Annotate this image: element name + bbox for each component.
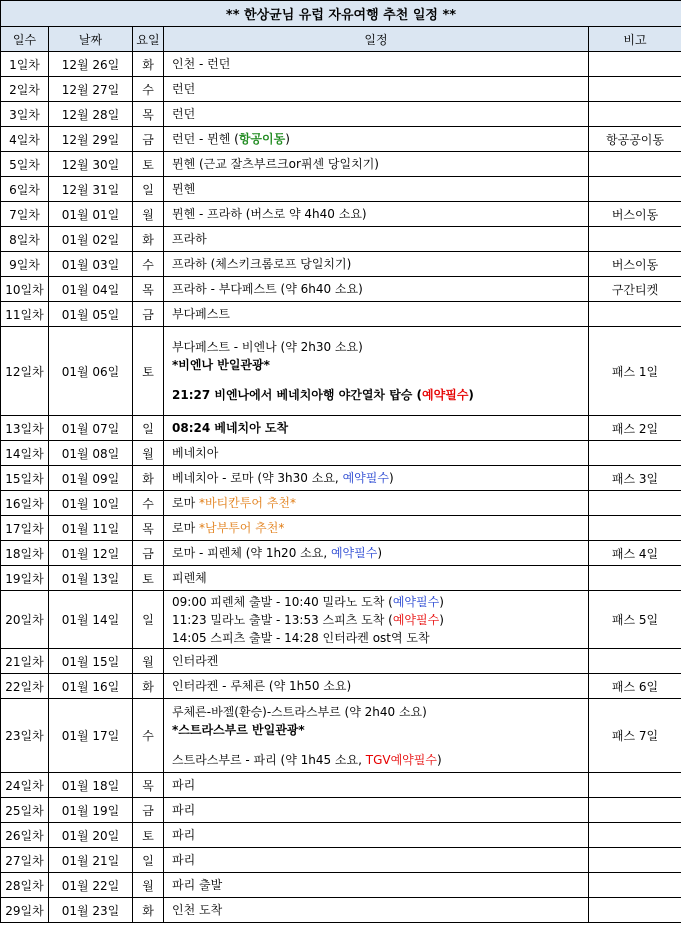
table-row <box>1 773 681 798</box>
day-cell: 8일차 <box>1 227 49 252</box>
date-cell: 12월 27일 <box>49 77 133 102</box>
date-cell: 01월 11일 <box>49 516 133 541</box>
schedule-line <box>172 826 588 844</box>
schedule-cell <box>164 873 589 898</box>
note-cell <box>589 227 681 252</box>
date-cell: 01월 12일 <box>49 541 133 566</box>
table-row <box>1 416 681 441</box>
schedule-line <box>172 55 588 73</box>
schedule-text: 런던 <box>172 107 196 121</box>
note-cell <box>589 102 681 127</box>
note-cell: 패스 2일 <box>589 416 681 441</box>
note-cell <box>589 649 681 674</box>
weekday-cell: 목 <box>133 102 164 127</box>
day-cell: 28일차 <box>1 873 49 898</box>
weekday-cell: 금 <box>133 541 164 566</box>
schedule-line <box>172 544 588 562</box>
schedule-cell <box>164 773 589 798</box>
schedule-line <box>172 569 588 587</box>
table-row <box>1 566 681 591</box>
date-cell: 01월 07일 <box>49 416 133 441</box>
date-cell: 01월 06일 <box>49 327 133 416</box>
table-row <box>1 327 681 416</box>
schedule-cell <box>164 416 589 441</box>
day-cell: 10일차 <box>1 277 49 302</box>
schedule-text: 부다페스트 <box>172 307 230 321</box>
schedule-text: 인천 도착 <box>172 903 223 917</box>
date-cell: 01월 02일 <box>49 227 133 252</box>
table-row <box>1 77 681 102</box>
day-cell: 6일차 <box>1 177 49 202</box>
schedule-line <box>172 611 588 629</box>
weekday-cell: 토 <box>133 566 164 591</box>
day-cell: 18일차 <box>1 541 49 566</box>
schedule-text: 14:05 스피츠 출발 - 14:28 인터라켄 ost역 도착 <box>172 630 430 645</box>
schedule-line <box>172 593 588 611</box>
note-cell: 패스 4일 <box>589 541 681 566</box>
header-note: 비고 <box>589 27 681 52</box>
schedule-text: ) <box>285 132 290 146</box>
day-cell: 21일차 <box>1 649 49 674</box>
schedule-text: 뮌헨 (근교 잘츠부르크or퓌센 당일치기) <box>172 157 379 171</box>
schedule-text: 항공이동 <box>238 132 286 146</box>
note-cell <box>589 873 681 898</box>
table-row <box>1 441 681 466</box>
note-cell <box>589 77 681 102</box>
schedule-text: 프라하 (체스키크롬로프 당일치기) <box>172 257 352 271</box>
date-cell: 12월 30일 <box>49 152 133 177</box>
table-row <box>1 898 681 923</box>
table-row <box>1 252 681 277</box>
table-row <box>1 848 681 873</box>
date-cell: 01월 19일 <box>49 798 133 823</box>
day-cell: 23일차 <box>1 699 49 773</box>
schedule-cell <box>164 491 589 516</box>
note-cell: 패스 1일 <box>589 327 681 416</box>
table-row <box>1 699 681 773</box>
day-cell: 5일차 <box>1 152 49 177</box>
schedule-text: 뮌헨 <box>172 182 196 196</box>
date-cell: 01월 03일 <box>49 252 133 277</box>
weekday-cell: 금 <box>133 127 164 152</box>
weekday-cell: 금 <box>133 798 164 823</box>
schedule-text: 로마 - 피렌체 (약 1h20 소요, <box>172 546 331 560</box>
day-cell: 24일차 <box>1 773 49 798</box>
date-cell: 01월 22일 <box>49 873 133 898</box>
note-cell <box>589 52 681 77</box>
day-cell: 22일차 <box>1 674 49 699</box>
schedule-line <box>172 419 588 437</box>
weekday-cell: 화 <box>133 674 164 699</box>
schedule-line <box>172 876 588 894</box>
date-cell: 01월 05일 <box>49 302 133 327</box>
note-cell <box>589 177 681 202</box>
date-cell: 12월 28일 <box>49 102 133 127</box>
schedule-text: 인천 - 런던 <box>172 57 231 71</box>
date-cell: 01월 08일 <box>49 441 133 466</box>
header-weekday: 요일 <box>133 27 164 52</box>
schedule-text: 프라하 - 부다페스트 (약 6h40 소요) <box>172 282 363 296</box>
note-cell <box>589 898 681 923</box>
weekday-cell: 월 <box>133 441 164 466</box>
schedule-text: 인터라켄 - 루체른 (약 1h50 소요) <box>172 679 352 693</box>
day-cell: 4일차 <box>1 127 49 152</box>
schedule-text: 파리 <box>172 778 196 792</box>
day-cell: 17일차 <box>1 516 49 541</box>
schedule-line <box>172 105 588 123</box>
schedule-line <box>172 629 588 647</box>
schedule-cell <box>164 202 589 227</box>
table-row <box>1 649 681 674</box>
schedule-text: 스트라스부르 - 파리 (약 1h45 소요, <box>172 752 366 767</box>
schedule-line <box>172 130 588 148</box>
day-cell: 29일차 <box>1 898 49 923</box>
schedule-line <box>172 305 588 323</box>
day-cell: 9일차 <box>1 252 49 277</box>
table-row <box>1 873 681 898</box>
schedule-line <box>172 494 588 512</box>
weekday-cell: 토 <box>133 327 164 416</box>
schedule-line <box>172 677 588 695</box>
date-cell: 12월 31일 <box>49 177 133 202</box>
day-cell: 26일차 <box>1 823 49 848</box>
schedule-text: *바티칸투어 추천* <box>199 496 296 510</box>
schedule-cell <box>164 252 589 277</box>
schedule-text: 예약필수 <box>342 471 389 485</box>
weekday-cell: 화 <box>133 52 164 77</box>
schedule-line <box>172 751 588 769</box>
schedule-cell <box>164 823 589 848</box>
note-cell: 버스이동 <box>589 252 681 277</box>
table-row <box>1 152 681 177</box>
page-title: ** 한상균님 유럽 자유여행 추천 일정 ** <box>1 1 681 27</box>
schedule-line <box>172 386 588 404</box>
weekday-cell: 일 <box>133 177 164 202</box>
schedule-line <box>172 901 588 919</box>
schedule-cell <box>164 441 589 466</box>
schedule-line <box>172 801 588 819</box>
day-cell: 27일차 <box>1 848 49 873</box>
day-cell: 1일차 <box>1 52 49 77</box>
schedule-text: *남부투어 추천* <box>199 521 285 535</box>
date-cell: 01월 04일 <box>49 277 133 302</box>
schedule-cell <box>164 591 589 649</box>
weekday-cell: 수 <box>133 252 164 277</box>
day-cell: 3일차 <box>1 102 49 127</box>
date-cell: 01월 15일 <box>49 649 133 674</box>
schedule-cell <box>164 848 589 873</box>
schedule-line <box>172 205 588 223</box>
table-row <box>1 541 681 566</box>
note-cell: 패스 6일 <box>589 674 681 699</box>
schedule-text: 인터라켄 <box>172 654 219 668</box>
weekday-cell: 월 <box>133 873 164 898</box>
header-date: 날짜 <box>49 27 133 52</box>
date-cell: 01월 13일 <box>49 566 133 591</box>
schedule-cell <box>164 466 589 491</box>
weekday-cell: 일 <box>133 416 164 441</box>
table-row <box>1 52 681 77</box>
table-row <box>1 277 681 302</box>
schedule-text: 베네치아 <box>172 446 219 460</box>
table-row <box>1 102 681 127</box>
schedule-text: 예약필수 <box>330 546 378 560</box>
date-cell: 01월 09일 <box>49 466 133 491</box>
schedule-text: 예약필수 <box>392 612 440 627</box>
schedule-line <box>172 739 588 751</box>
day-cell: 19일차 <box>1 566 49 591</box>
schedule-line <box>172 356 588 374</box>
date-cell: 01월 16일 <box>49 674 133 699</box>
schedule-text: 예약필수 <box>422 388 469 402</box>
schedule-cell <box>164 674 589 699</box>
schedule-text: 프라하 <box>172 232 207 246</box>
table-row <box>1 227 681 252</box>
schedule-text: ) <box>436 752 442 767</box>
note-cell: 구간티켓 <box>589 277 681 302</box>
schedule-text: 파리 <box>172 803 196 817</box>
schedule-text: *스트라스부르 반일관광* <box>172 722 305 737</box>
note-cell: 패스 3일 <box>589 466 681 491</box>
schedule-text: 파리 <box>172 853 196 867</box>
schedule-cell <box>164 227 589 252</box>
note-cell <box>589 491 681 516</box>
weekday-cell: 화 <box>133 227 164 252</box>
day-cell: 14일차 <box>1 441 49 466</box>
date-cell: 12월 29일 <box>49 127 133 152</box>
note-cell <box>589 798 681 823</box>
schedule-text: 파리 출발 <box>172 878 223 892</box>
schedule-line <box>172 180 588 198</box>
schedule-text: 08:24 베네치아 도착 <box>172 421 289 435</box>
schedule-line <box>172 469 588 487</box>
schedule-text: 로마 <box>172 496 199 510</box>
table-row <box>1 798 681 823</box>
weekday-cell: 수 <box>133 491 164 516</box>
schedule-cell <box>164 699 589 773</box>
date-cell: 01월 20일 <box>49 823 133 848</box>
note-cell <box>589 848 681 873</box>
schedule-text: 파리 <box>172 828 196 842</box>
schedule-text: ) <box>439 612 444 627</box>
schedule-text: 부다페스트 - 비엔나 (약 2h30 소요) <box>172 340 363 354</box>
note-cell: 항공공이동 <box>589 127 681 152</box>
table-row <box>1 516 681 541</box>
itinerary-body <box>1 52 681 923</box>
date-cell: 01월 21일 <box>49 848 133 873</box>
day-cell: 25일차 <box>1 798 49 823</box>
weekday-cell: 수 <box>133 77 164 102</box>
note-cell <box>589 302 681 327</box>
schedule-cell <box>164 77 589 102</box>
schedule-line <box>172 776 588 794</box>
schedule-line <box>172 255 588 273</box>
note-cell <box>589 566 681 591</box>
schedule-cell <box>164 102 589 127</box>
day-cell: 15일차 <box>1 466 49 491</box>
schedule-cell <box>164 327 589 416</box>
schedule-line <box>172 155 588 173</box>
date-cell: 12월 26일 <box>49 52 133 77</box>
schedule-cell <box>164 898 589 923</box>
schedule-text: 21:27 비엔나에서 베네치아행 야간열차 탑승 ( <box>172 388 423 402</box>
day-cell: 2일차 <box>1 77 49 102</box>
table-row <box>1 591 681 649</box>
schedule-text: ) <box>468 388 474 402</box>
schedule-line <box>172 444 588 462</box>
schedule-cell <box>164 177 589 202</box>
note-cell <box>589 823 681 848</box>
schedule-line <box>172 703 588 721</box>
weekday-cell: 월 <box>133 649 164 674</box>
schedule-cell <box>164 52 589 77</box>
weekday-cell: 월 <box>133 202 164 227</box>
weekday-cell: 화 <box>133 466 164 491</box>
day-cell: 11일차 <box>1 302 49 327</box>
table-row <box>1 823 681 848</box>
schedule-line <box>172 519 588 537</box>
schedule-line <box>172 80 588 98</box>
table-row <box>1 466 681 491</box>
schedule-text: 런던 - 뮌헨 ( <box>172 132 239 146</box>
schedule-line <box>172 280 588 298</box>
table-row <box>1 302 681 327</box>
schedule-text: ) <box>439 594 444 609</box>
schedule-line <box>172 338 588 356</box>
day-cell: 16일차 <box>1 491 49 516</box>
date-cell: 01월 01일 <box>49 202 133 227</box>
schedule-line <box>172 721 588 739</box>
note-cell: 버스이동 <box>589 202 681 227</box>
header-row <box>1 27 681 52</box>
schedule-text: 예약필수 <box>392 594 440 609</box>
weekday-cell: 목 <box>133 277 164 302</box>
schedule-cell <box>164 277 589 302</box>
schedule-line <box>172 851 588 869</box>
schedule-text: ) <box>388 471 394 485</box>
weekday-cell: 일 <box>133 848 164 873</box>
table-row <box>1 177 681 202</box>
schedule-text: 베네치아 - 로마 (약 3h30 소요, <box>172 471 343 485</box>
table-row <box>1 491 681 516</box>
table-row <box>1 127 681 152</box>
header-schedule: 일정 <box>164 27 589 52</box>
note-cell <box>589 773 681 798</box>
date-cell: 01월 14일 <box>49 591 133 649</box>
note-cell <box>589 152 681 177</box>
schedule-text: 뮌헨 - 프라하 (버스로 약 4h40 소요) <box>172 207 367 221</box>
schedule-text: 루체른-바젤(환승)-스트라스부르 (약 2h40 소요) <box>172 704 427 719</box>
schedule-cell <box>164 152 589 177</box>
schedule-text: 피렌체 <box>172 571 207 585</box>
note-cell: 패스 5일 <box>589 591 681 649</box>
table-row <box>1 202 681 227</box>
note-cell <box>589 516 681 541</box>
note-cell <box>589 441 681 466</box>
table-row <box>1 674 681 699</box>
weekday-cell: 화 <box>133 898 164 923</box>
day-cell: 20일차 <box>1 591 49 649</box>
date-cell: 01월 23일 <box>49 898 133 923</box>
schedule-line <box>172 374 588 386</box>
date-cell: 01월 10일 <box>49 491 133 516</box>
day-cell: 7일차 <box>1 202 49 227</box>
schedule-line <box>172 230 588 248</box>
weekday-cell: 수 <box>133 699 164 773</box>
date-cell: 01월 17일 <box>49 699 133 773</box>
weekday-cell: 금 <box>133 302 164 327</box>
schedule-cell <box>164 302 589 327</box>
weekday-cell: 일 <box>133 591 164 649</box>
schedule-line <box>172 652 588 670</box>
day-cell: 13일차 <box>1 416 49 441</box>
note-cell: 패스 7일 <box>589 699 681 773</box>
schedule-text: ) <box>377 546 383 560</box>
schedule-cell <box>164 566 589 591</box>
schedule-text: *비엔나 반일관광* <box>172 358 270 372</box>
schedule-cell <box>164 516 589 541</box>
schedule-text: 09:00 피렌체 출발 - 10:40 밀라노 도착 ( <box>172 594 393 609</box>
schedule-text: 런던 <box>172 82 196 96</box>
weekday-cell: 목 <box>133 516 164 541</box>
date-cell: 01월 18일 <box>49 773 133 798</box>
schedule-text: 로마 <box>172 521 199 535</box>
header-day: 일수 <box>1 27 49 52</box>
schedule-cell <box>164 127 589 152</box>
schedule-cell <box>164 649 589 674</box>
weekday-cell: 목 <box>133 773 164 798</box>
weekday-cell: 토 <box>133 152 164 177</box>
schedule-text: 11:23 밀라노 출발 - 13:53 스피츠 도착 ( <box>172 612 393 627</box>
schedule-cell <box>164 541 589 566</box>
schedule-cell <box>164 798 589 823</box>
day-cell: 12일차 <box>1 327 49 416</box>
schedule-text: TGV예약필수 <box>365 752 437 767</box>
weekday-cell: 토 <box>133 823 164 848</box>
